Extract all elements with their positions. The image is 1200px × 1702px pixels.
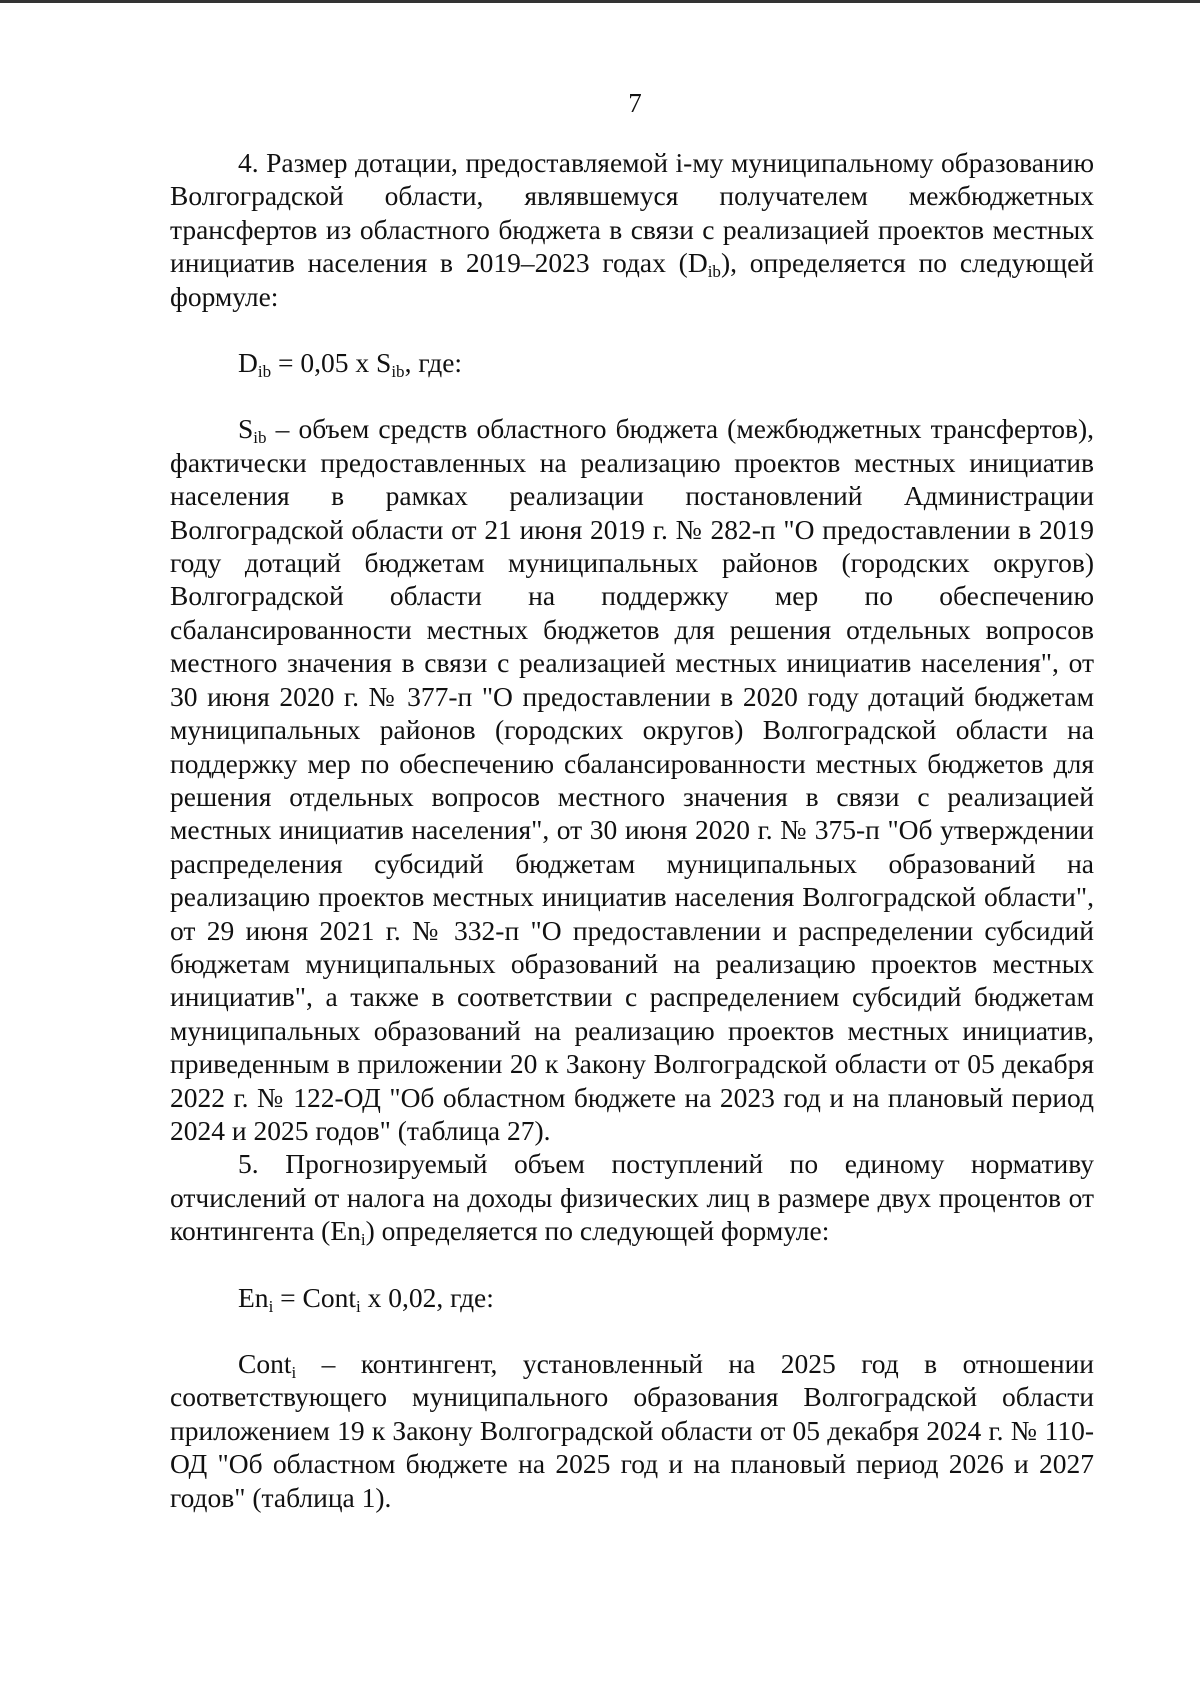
definition-sib (170, 412, 1094, 1147)
paragraph-4-subscript: ib (707, 262, 721, 282)
definition-2-symbol: Cont (238, 1348, 292, 1379)
formula-2-rhs-subscript: i (356, 1296, 361, 1316)
page-number: 7 (628, 88, 642, 118)
formula-1-lhs-subscript: ib (257, 362, 272, 382)
spacer (170, 379, 1094, 412)
definition-2-subscript: i (291, 1363, 297, 1383)
scan-top-edge (0, 0, 1200, 3)
paragraph-5 (170, 1147, 1094, 1250)
definition-1-subscript: ib (253, 428, 267, 448)
paragraph-5-end: ) определяется по следующей формуле: (365, 1215, 830, 1247)
formula-dotation (170, 346, 1094, 382)
definition-cont (170, 1347, 1094, 1514)
spacer (170, 313, 1094, 346)
paragraph-4-text: 4. Размер дотации, предоставляемой i-му муниципальному образованию Волгоградской области, являвшемуся получателем межбюджетных трансфертов из областного бюджета в связи с реализацией проектов местных инициатив населения в 2019–2023 годах (D (170, 147, 1094, 279)
formula-2-lhs-subscript: i (268, 1296, 274, 1316)
formula-ndfl (170, 1281, 1094, 1314)
spacer (170, 1314, 1094, 1347)
definition-1-text: – объем средств областного бюджета (межбюджетных трансфертов), фактически предоставленных на реализацию проектов местных инициатив населения в рамках реализации постановлений Администрации Волгоградской области от 21 июня 2019 г. № 282-п "О предоставлении в 2019 году дотаций бюджетам муниципальных районов (городских округов) Волгоградской области на поддержку мер по обеспечению сбалансированности местных бюджетов для решения отдельных вопросов местного значения в связи с реализацией местных инициатив населения", от 30 июня 2020 г. № 377-п "О предоставлении в 2020 году дотаций бюджетам муниципальных районов (городских округов) Волгоградской области на поддержку мер по обеспечению сбалансированности местных бюджетов для решения отдельных вопросов местного значения в связи с реализацией местных инициатив населения", от 30 июня 2020 г. № 375-п "Об утверждении распределения субсидий бюджетам муниципальных образований на реализацию проектов местных инициатив населения Волгоградской области", от 29 июня 2021 г. № 332-п "О предоставлении и распределении субсидий бюджетам муниципальных образований на реализацию проектов местных инициатив", а также в соответствии с распределением субсидий бюджетам муниципальных образований на реализацию проектов местных инициатив, приведенным в приложении 20 к Закону Волгоградской области от 05 декабря 2022 г. № 122-ОД "Об областном бюджете на 2023 год и на плановый период 2024 и 2025 годов" (таблица 27). (170, 413, 1094, 1146)
formula-1-mid: = 0,05 x S (271, 347, 392, 379)
definition-2-text: – контингент, установленный на 2025 год в отношении соответствующего муниципального образования Волгоградской области приложением 19 к Закону Волгоградской области от 05 декабря 2024 г. № 110-ОД "Об областном бюджете на 2025 год и на плановый период 2026 и 2027 годов" (таблица 1). (170, 1348, 1094, 1513)
formula-1-rhs-subscript: ib (391, 362, 405, 382)
formula-1-tail: , где: (404, 347, 463, 379)
paragraph-4-end: ), определяется по следующей формуле: (170, 247, 1095, 312)
paragraph-5-text: 5. Прогнозируемый объем поступлений по единому нормативу отчислений от налога на доходы физических лиц в размере двух процентов от контингента (En (170, 1148, 1094, 1247)
formula-2-tail: x 0,02, где: (360, 1281, 494, 1313)
formula-2-mid: = Cont (273, 1281, 357, 1313)
definition-1-symbol: S (238, 413, 254, 445)
paragraph-4 (170, 146, 1094, 313)
document-body (170, 146, 1094, 1514)
formula-1-lhs: D (238, 347, 258, 379)
paragraph-5-subscript: i (360, 1230, 366, 1250)
spacer (170, 1248, 1094, 1281)
formula-2-lhs: En (238, 1281, 269, 1313)
